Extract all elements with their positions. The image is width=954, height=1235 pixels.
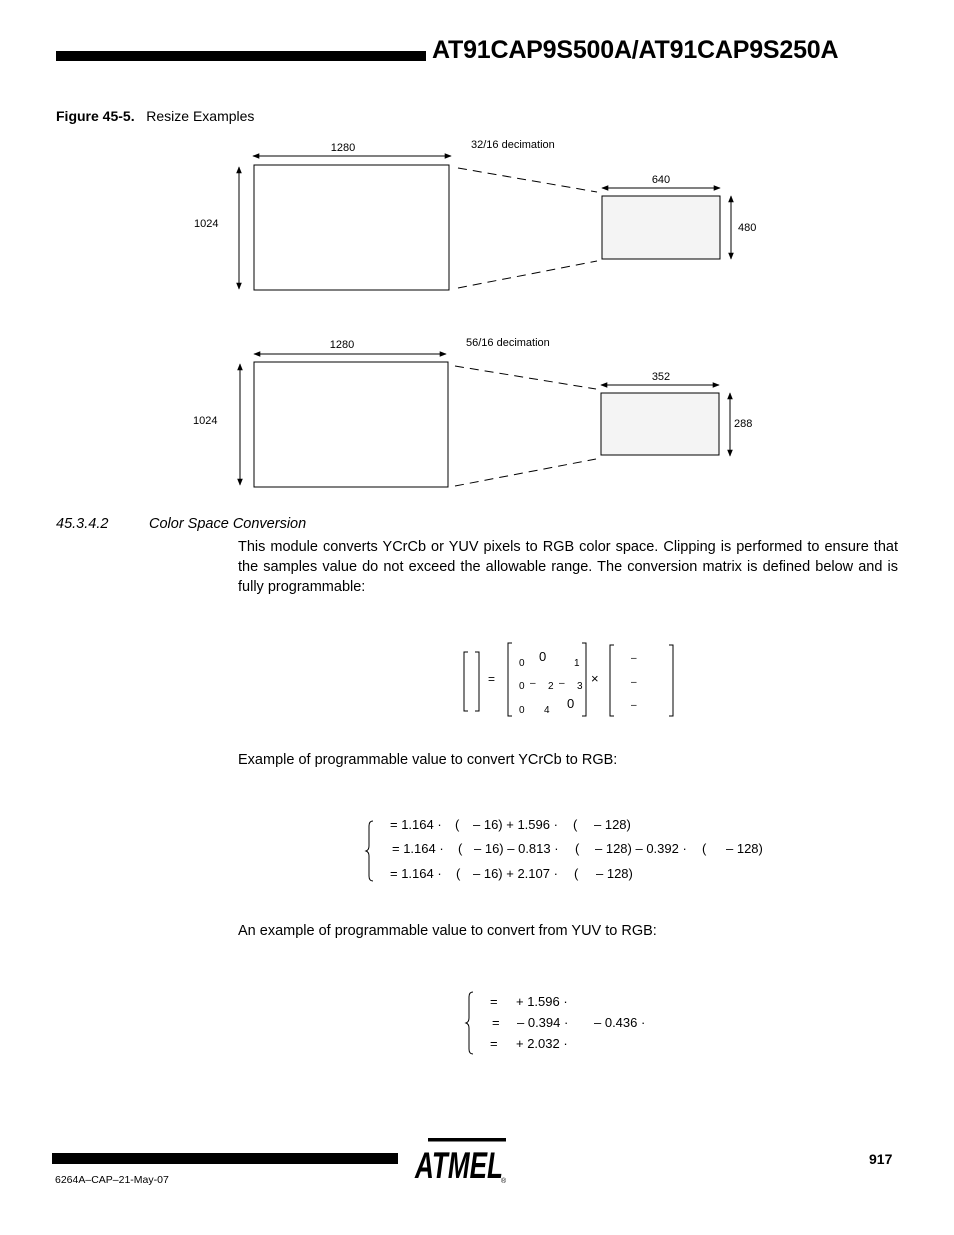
matrix-r3-c1: 0 — [519, 705, 525, 716]
eq2-part4: – 128) — [726, 841, 763, 856]
eq3-paren1: ( — [456, 866, 461, 881]
matrix-r2-c2: 2 — [548, 681, 554, 692]
matrix-brackets — [464, 643, 673, 716]
resize-example-2 — [193, 337, 752, 487]
src-height-label: 1024 — [193, 415, 218, 427]
eq3-part1: = 1.164 · — [390, 866, 442, 881]
page-number: 917 — [869, 1151, 893, 1167]
section-body: This module converts YCrCb or YUV pixels to RGB color space. Clipping is performed to ensure that the samples value do not exceed the allowable range. The conversion matrix is defined below and is fully programmable: — [238, 539, 898, 595]
src-width-label: 1280 — [330, 142, 356, 154]
src-width-label: 1280 — [329, 339, 355, 351]
projection-line-bottom — [455, 459, 596, 486]
eq3-part3: – 128) — [596, 866, 633, 881]
input-vector-left-bracket — [610, 645, 614, 716]
destination-frame — [601, 393, 719, 455]
document-title: AT91CAP9S500A/AT91CAP9S250A — [432, 36, 839, 64]
resize-example-1 — [194, 139, 756, 290]
dst-height-label: 480 — [738, 222, 757, 234]
input-vector-minus-1: – — [631, 653, 637, 664]
yuv-example-text: An example of programmable value to convert from YUV to RGB: — [238, 923, 657, 939]
eq2-paren3: ( — [702, 841, 707, 856]
brace — [466, 992, 473, 1054]
input-vector-right-bracket — [669, 645, 673, 716]
yuv-eq2-term2: – 0.436 · — [594, 1015, 646, 1030]
input-vector-minus-2: – — [631, 677, 637, 688]
matrix-r1-c1: 0 — [519, 658, 525, 669]
registered-mark: ® — [501, 1178, 507, 1185]
decimation-label: 56/16 decimation — [466, 337, 550, 349]
matrix-r3-c3: 0 — [567, 696, 575, 711]
eq3-part2: – 16) + 2.107 · — [473, 866, 558, 881]
footer-rule — [52, 1153, 398, 1164]
matrix-r2-c1: 0 — [519, 681, 525, 692]
dst-width-label: 640 — [651, 174, 671, 186]
input-vector-minus-3: – — [631, 700, 637, 711]
projection-line-top — [458, 168, 597, 192]
src-height-label: 1024 — [194, 218, 219, 230]
projection-line-top — [455, 366, 596, 389]
dst-height-label: 288 — [734, 418, 753, 430]
logo-top-swoosh — [428, 1138, 506, 1142]
matrix-r2-minus-1: – — [530, 678, 536, 689]
projection-line-bottom — [458, 261, 597, 288]
eq2-part3: – 128) – 0.392 · — [595, 841, 687, 856]
eq1-paren1: ( — [455, 817, 460, 832]
eq2-paren2: ( — [575, 841, 580, 856]
yuv-eq3-term: + 2.032 · — [516, 1036, 568, 1051]
decimation-label: 32/16 decimation — [471, 139, 555, 151]
yuv-eq1-term: + 1.596 · — [516, 994, 568, 1009]
destination-frame — [602, 196, 720, 259]
eq2-part1: = 1.164 · — [392, 841, 444, 856]
eq2-paren1: ( — [458, 841, 463, 856]
ycrcb-example-text: Example of programmable value to convert YCrCb to RGB: — [238, 752, 618, 768]
yuv-eq2-equals: = — [492, 1015, 500, 1030]
footer-document-id: 6264A–CAP–21-May-07 — [55, 1174, 169, 1186]
yuv-eq2-term1: – 0.394 · — [517, 1015, 569, 1030]
figure-caption-text: Resize Examples — [146, 108, 255, 124]
matrix-right-bracket — [582, 643, 586, 716]
figure-label: Figure 45-5. — [56, 108, 135, 124]
section-heading — [56, 516, 307, 532]
equals-sign: = — [488, 672, 496, 686]
eq1-part2: – 16) + 1.596 · — [473, 817, 558, 832]
logo-wordmark: ATMEL — [414, 1145, 503, 1186]
section-number: 45.3.4.2 — [56, 516, 109, 532]
matrix-r2-minus-2: – — [559, 678, 565, 689]
yuv-eq1-equals: = — [490, 994, 498, 1009]
source-frame — [254, 165, 449, 290]
section-title: Color Space Conversion — [149, 516, 307, 532]
resize-examples-diagram — [0, 0, 954, 500]
matrix-r1-c3: 1 — [574, 658, 580, 669]
multiply-sign: × — [591, 671, 599, 686]
matrix-r2-c3: 3 — [577, 681, 583, 692]
matrix-left-bracket — [508, 643, 512, 716]
eq3-paren2: ( — [574, 866, 579, 881]
source-frame — [254, 362, 448, 487]
output-vector-right-bracket — [475, 652, 479, 711]
matrix-r1-c2: 0 — [539, 649, 547, 664]
dst-width-label: 352 — [651, 371, 671, 383]
eq1-part1: = 1.164 · — [390, 817, 442, 832]
eq1-paren2: ( — [573, 817, 578, 832]
atmel-logo — [410, 1136, 515, 1186]
matrix-r3-c2: 4 — [544, 705, 550, 716]
eq1-part3: – 128) — [594, 817, 631, 832]
brace — [366, 821, 373, 881]
output-vector-left-bracket — [464, 652, 468, 711]
yuv-eq3-equals: = — [490, 1036, 498, 1051]
eq2-part2: – 16) – 0.813 · — [474, 841, 559, 856]
